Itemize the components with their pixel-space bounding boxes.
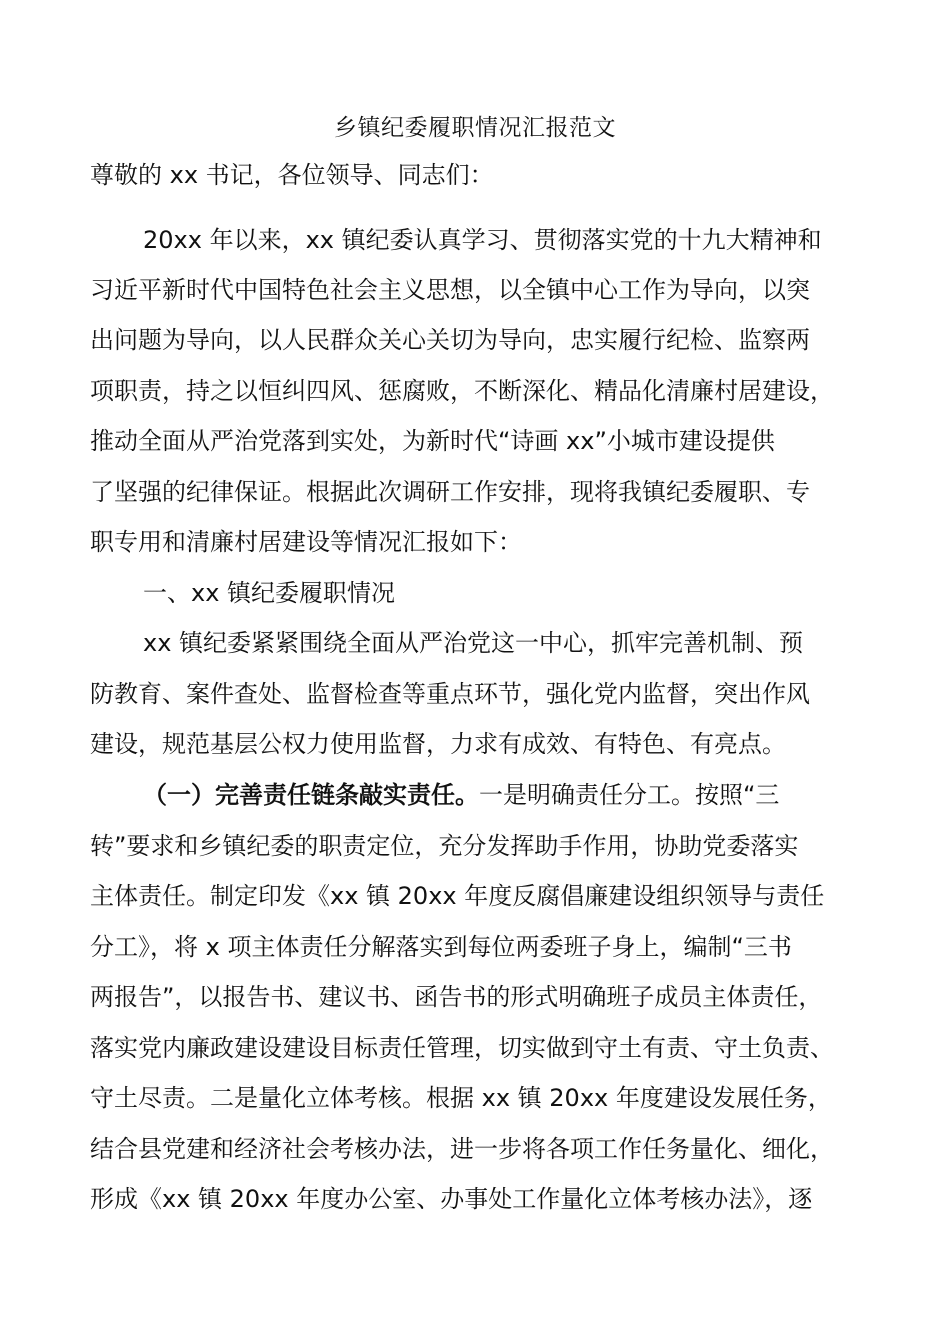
paragraph-line: 形成《xx 镇 20xx 年度办公室、办事处工作量化立体考核办法》，逐 [90, 1185, 813, 1213]
paragraph-line: 守土尽责。二是量化立体考核。根据 xx 镇 20xx 年度建设发展任务， [90, 1084, 832, 1112]
paragraph-line: 20xx 年以来，xx 镇纪委认真学习、贯彻落实党的十九大精神和 [143, 226, 822, 254]
paragraph-line: 职专用和清廉村居建设等情况汇报如下： [90, 528, 522, 556]
paragraph-line: 项职责，持之以恒纠四风、惩腐败，不断深化、精品化清廉村居建设， [90, 377, 834, 405]
paragraph-line: 防教育、案件查处、监督检查等重点环节，强化党内监督，突出作风 [90, 680, 810, 708]
paragraph-line: 落实党内廉政建设建设目标责任管理，切实做到守土有责、守土负责、 [90, 1034, 834, 1062]
paragraph-line: 分工》，将 x 项主体责任分解落实到每位两委班子身上，编制“三书 [90, 933, 792, 961]
subsection-heading: （一）完善责任链条敲实责任。 [143, 781, 479, 809]
paragraph-line: 了坚强的纪律保证。根据此次调研工作安排，现将我镇纪委履职、专 [90, 478, 810, 506]
paragraph-line: 转”要求和乡镇纪委的职责定位，充分发挥助手作用，协助党委落实 [90, 832, 799, 860]
paragraph-line: 主体责任。制定印发《xx 镇 20xx 年度反腐倡廉建设组织领导与责任 [90, 882, 825, 910]
paragraph-line: 建设，规范基层公权力使用监督，力求有成效、有特色、有亮点。 [90, 730, 786, 758]
paragraph-line: 推动全面从严治党落到实处，为新时代“诗画 xx”小城市建设提供 [90, 427, 775, 455]
paragraph-line: 习近平新时代中国特色社会主义思想，以全镇中心工作为导向，以突 [90, 276, 810, 304]
salutation-line: 尊敬的 xx 书记，各位领导、同志们： [90, 161, 494, 189]
paragraph-line: 结合县党建和经济社会考核办法，进一步将各项工作任务量化、细化， [90, 1135, 834, 1163]
subsection-line [143, 775, 779, 815]
subsection-text: 一是明确责任分工。按照“三 [479, 781, 780, 809]
document-title: 乡镇纪委履职情况汇报范文 [334, 115, 616, 141]
paragraph-line: xx 镇纪委紧紧围绕全面从严治党这一中心，抓牢完善机制、预 [143, 629, 804, 657]
paragraph-line: 出问题为导向，以人民群众关心关切为导向，忠实履行纪检、监察两 [90, 326, 810, 354]
section-heading: 一、xx 镇纪委履职情况 [143, 579, 396, 607]
paragraph-line: 两报告”，以报告书、建议书、函告书的形式明确班子成员主体责任， [90, 983, 823, 1011]
